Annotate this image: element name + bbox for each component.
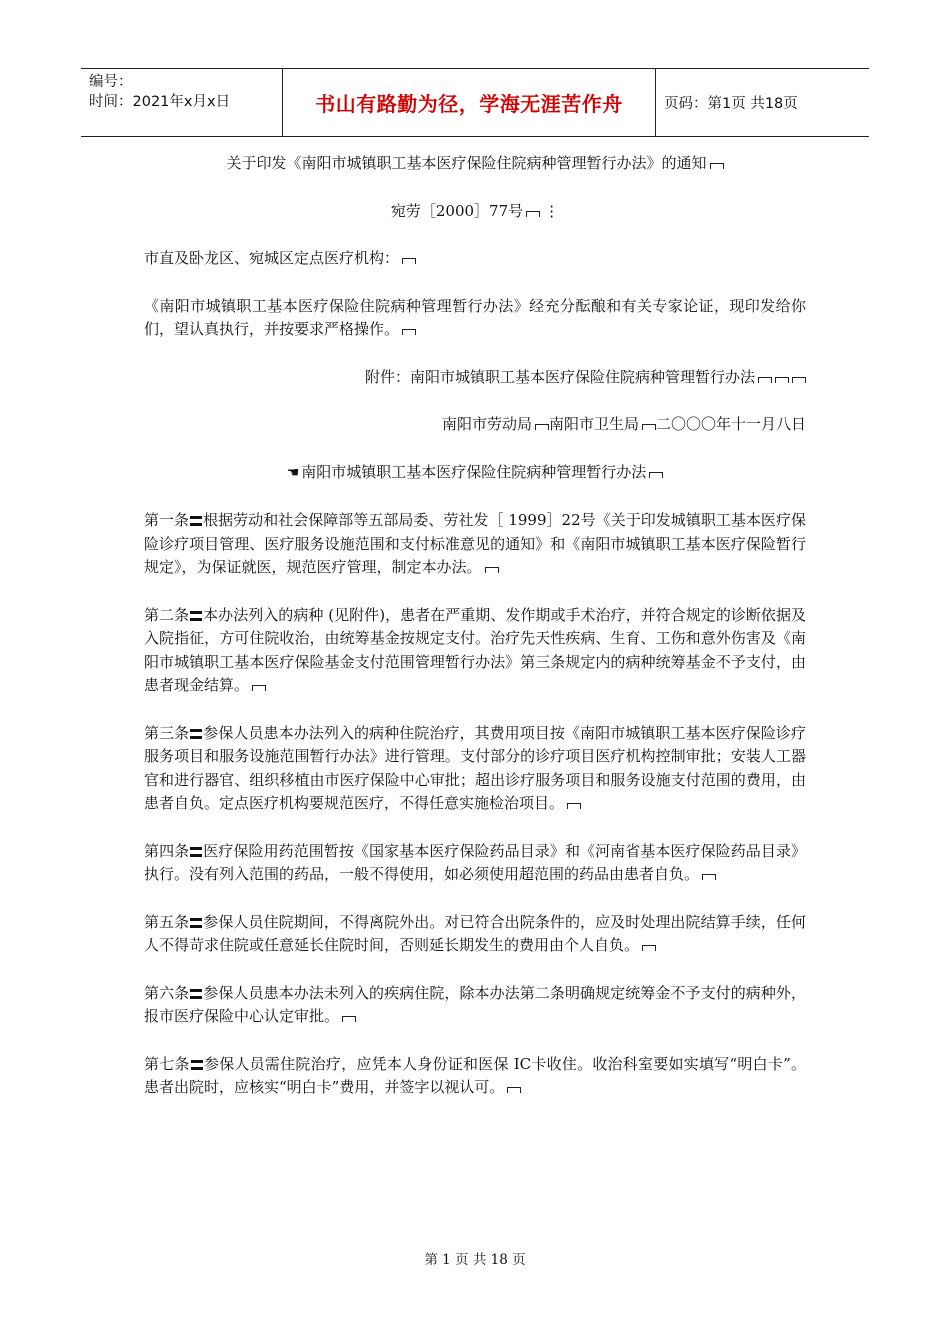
article-text: 医疗保险用药范围暂按《国家基本医疗保险药品目录》和《河南省基本医疗保险药品目录》执行。没有列入范围的药品，一般不得使用，如必须使用超范围的药品由患者自负。 — [144, 841, 806, 883]
page-footer — [0, 1248, 950, 1268]
motto-text: 书山有路勤为径，学海无涯苦作舟 — [315, 92, 623, 116]
paragraph-mark-icon — [642, 424, 656, 430]
page-info-text: 页码：第1页 共18页 — [664, 96, 798, 112]
header-motto-cell — [282, 69, 656, 136]
document-body — [144, 152, 806, 1124]
attachment-text: 附件：南阳市城镇职工基本医疗保险住院病种管理暂行办法 — [364, 367, 755, 386]
article-label: 第六条 — [144, 983, 190, 1002]
vertical-dots-icon: ⋮ — [544, 201, 560, 220]
paragraph-mark-icon — [402, 258, 416, 264]
doc-title — [144, 152, 806, 176]
doc-subtitle — [144, 461, 806, 486]
article-5 — [144, 911, 806, 958]
time-label: 时间：2021年x月x日 — [89, 94, 231, 110]
article-label: 第二条 — [144, 605, 190, 624]
intro-paragraph — [144, 295, 806, 342]
article-text: 根据劳动和社会保障部等五部局委、劳社发［ 1999］22号《关于印发城镇职工基本医疗保险诊疗项目管理、医疗服务设施范围和支付标准意见的通知》和《南阳市城镇职工基本医疗保险暂行规定》，为保证就医，规范医疗管理，制定本办法。 — [144, 511, 806, 576]
article-3 — [144, 722, 806, 816]
paragraph-mark-icon — [642, 945, 656, 951]
paragraph-mark-icon — [792, 377, 806, 383]
paragraph-mark-icon — [567, 803, 581, 809]
recipients-text: 市直及卧龙区、宛城区定点医疗机构： — [144, 249, 400, 267]
article-text: 参保人员需住院治疗，应凭本人身份证和医保 IC卡收住。收治科室要如实填写“明白卡”。患者出院时，应核实“明白卡”费用，并签字以视认可。 — [144, 1054, 806, 1096]
issuer-a: 南阳市劳动局 — [441, 415, 532, 433]
article-label: 第五条 — [144, 912, 190, 931]
page-header — [81, 68, 869, 137]
tab-mark-icon — [190, 847, 202, 857]
doc-subtitle-text: 南阳市城镇职工基本医疗保险住院病种管理暂行办法 — [301, 462, 647, 481]
article-label: 第三条 — [144, 723, 190, 742]
article-4 — [144, 840, 806, 887]
tab-mark-icon — [190, 989, 202, 999]
article-label: 第四条 — [144, 841, 190, 860]
paragraph-mark-icon — [485, 567, 499, 573]
article-text: 参保人员患本办法未列入的疾病住院，除本办法第二条明确规定统筹金不予支付的病种外，报市医疗保险中心认定审批。 — [144, 983, 806, 1025]
header-page-info — [656, 69, 869, 136]
doc-number — [144, 200, 806, 224]
tab-mark-icon — [190, 729, 202, 739]
recipients — [144, 247, 806, 271]
paragraph-mark-icon — [758, 377, 772, 383]
doc-number-text: 宛劳［2000］77号 — [390, 201, 524, 220]
issue-date: 二〇〇〇年十一月八日 — [655, 415, 806, 433]
footer-page-number: 第 1 页 共 18 页 — [424, 1252, 526, 1268]
article-text: 本办法列入的病种 (见附件)，患者在严重期、发作期或手术治疗，并符合规定的诊断依据及入院指征，方可住院收治，由统筹基金按规定支付。治疗先天性疾病、生育、工伤和意外伤害及《南阳市城镇职工基本医疗保险基金支付范围管理暂行办法》第三条规定内的病种统筹基金不予支付，由患者现金结算。 — [144, 605, 806, 694]
article-label: 第七条 — [144, 1054, 190, 1073]
article-label: 第一条 — [144, 511, 190, 529]
paragraph-mark-icon — [342, 1016, 356, 1022]
paragraph-mark-icon — [710, 163, 724, 169]
article-6 — [144, 982, 806, 1029]
paragraph-mark-icon — [775, 377, 789, 383]
attachment-line — [144, 366, 806, 390]
doc-title-text: 关于印发《南阳市城镇职工基本医疗保险住院病种管理暂行办法》的通知 — [226, 154, 707, 172]
header-meta — [81, 69, 282, 136]
article-7 — [144, 1053, 806, 1100]
tab-mark-icon — [190, 611, 202, 621]
issuer-line — [144, 413, 806, 437]
issuer-b: 南阳市卫生局 — [548, 415, 639, 433]
article-2 — [144, 604, 806, 698]
tab-mark-icon — [191, 1060, 203, 1070]
paragraph-mark-icon — [402, 329, 416, 335]
intro-text: 《南阳市城镇职工基本医疗保险住院病种管理暂行办法》经充分酝酿和有关专家论证，现印发给你们，望认真执行，并按要求严格操作。 — [144, 296, 806, 338]
article-text: 参保人员住院期间，不得离院外出。对已符合出院条件的，应及时处理出院结算手续，任何人不得苛求住院或任意延长住院时间，否则延长期发生的费用由个人自负。 — [144, 912, 806, 954]
tab-mark-icon — [190, 516, 202, 526]
pointing-hand-icon: ☚ — [286, 464, 300, 481]
number-label: 编号： — [89, 74, 133, 90]
paragraph-mark-icon — [535, 424, 549, 430]
paragraph-mark-icon — [507, 1087, 521, 1093]
article-text: 参保人员患本办法列入的病种住院治疗，其费用项目按《南阳市城镇职工基本医疗保险诊疗服务项目和服务设施范围暂行办法》进行管理。支付部分的诊疗项目医疗机构控制审批；安装人工器官和进行器官、组织移植由市医疗保险中心审批；超出诊疗服务项目和服务设施支付范围的费用，由患者自负。定点医疗机构要规范医疗，不得任意实施检治项目。 — [144, 723, 806, 812]
paragraph-mark-icon — [252, 685, 266, 691]
article-1 — [144, 509, 806, 580]
tab-mark-icon — [190, 918, 202, 928]
paragraph-mark-icon — [702, 874, 716, 880]
paragraph-mark-icon — [526, 211, 540, 217]
paragraph-mark-icon — [649, 472, 663, 478]
